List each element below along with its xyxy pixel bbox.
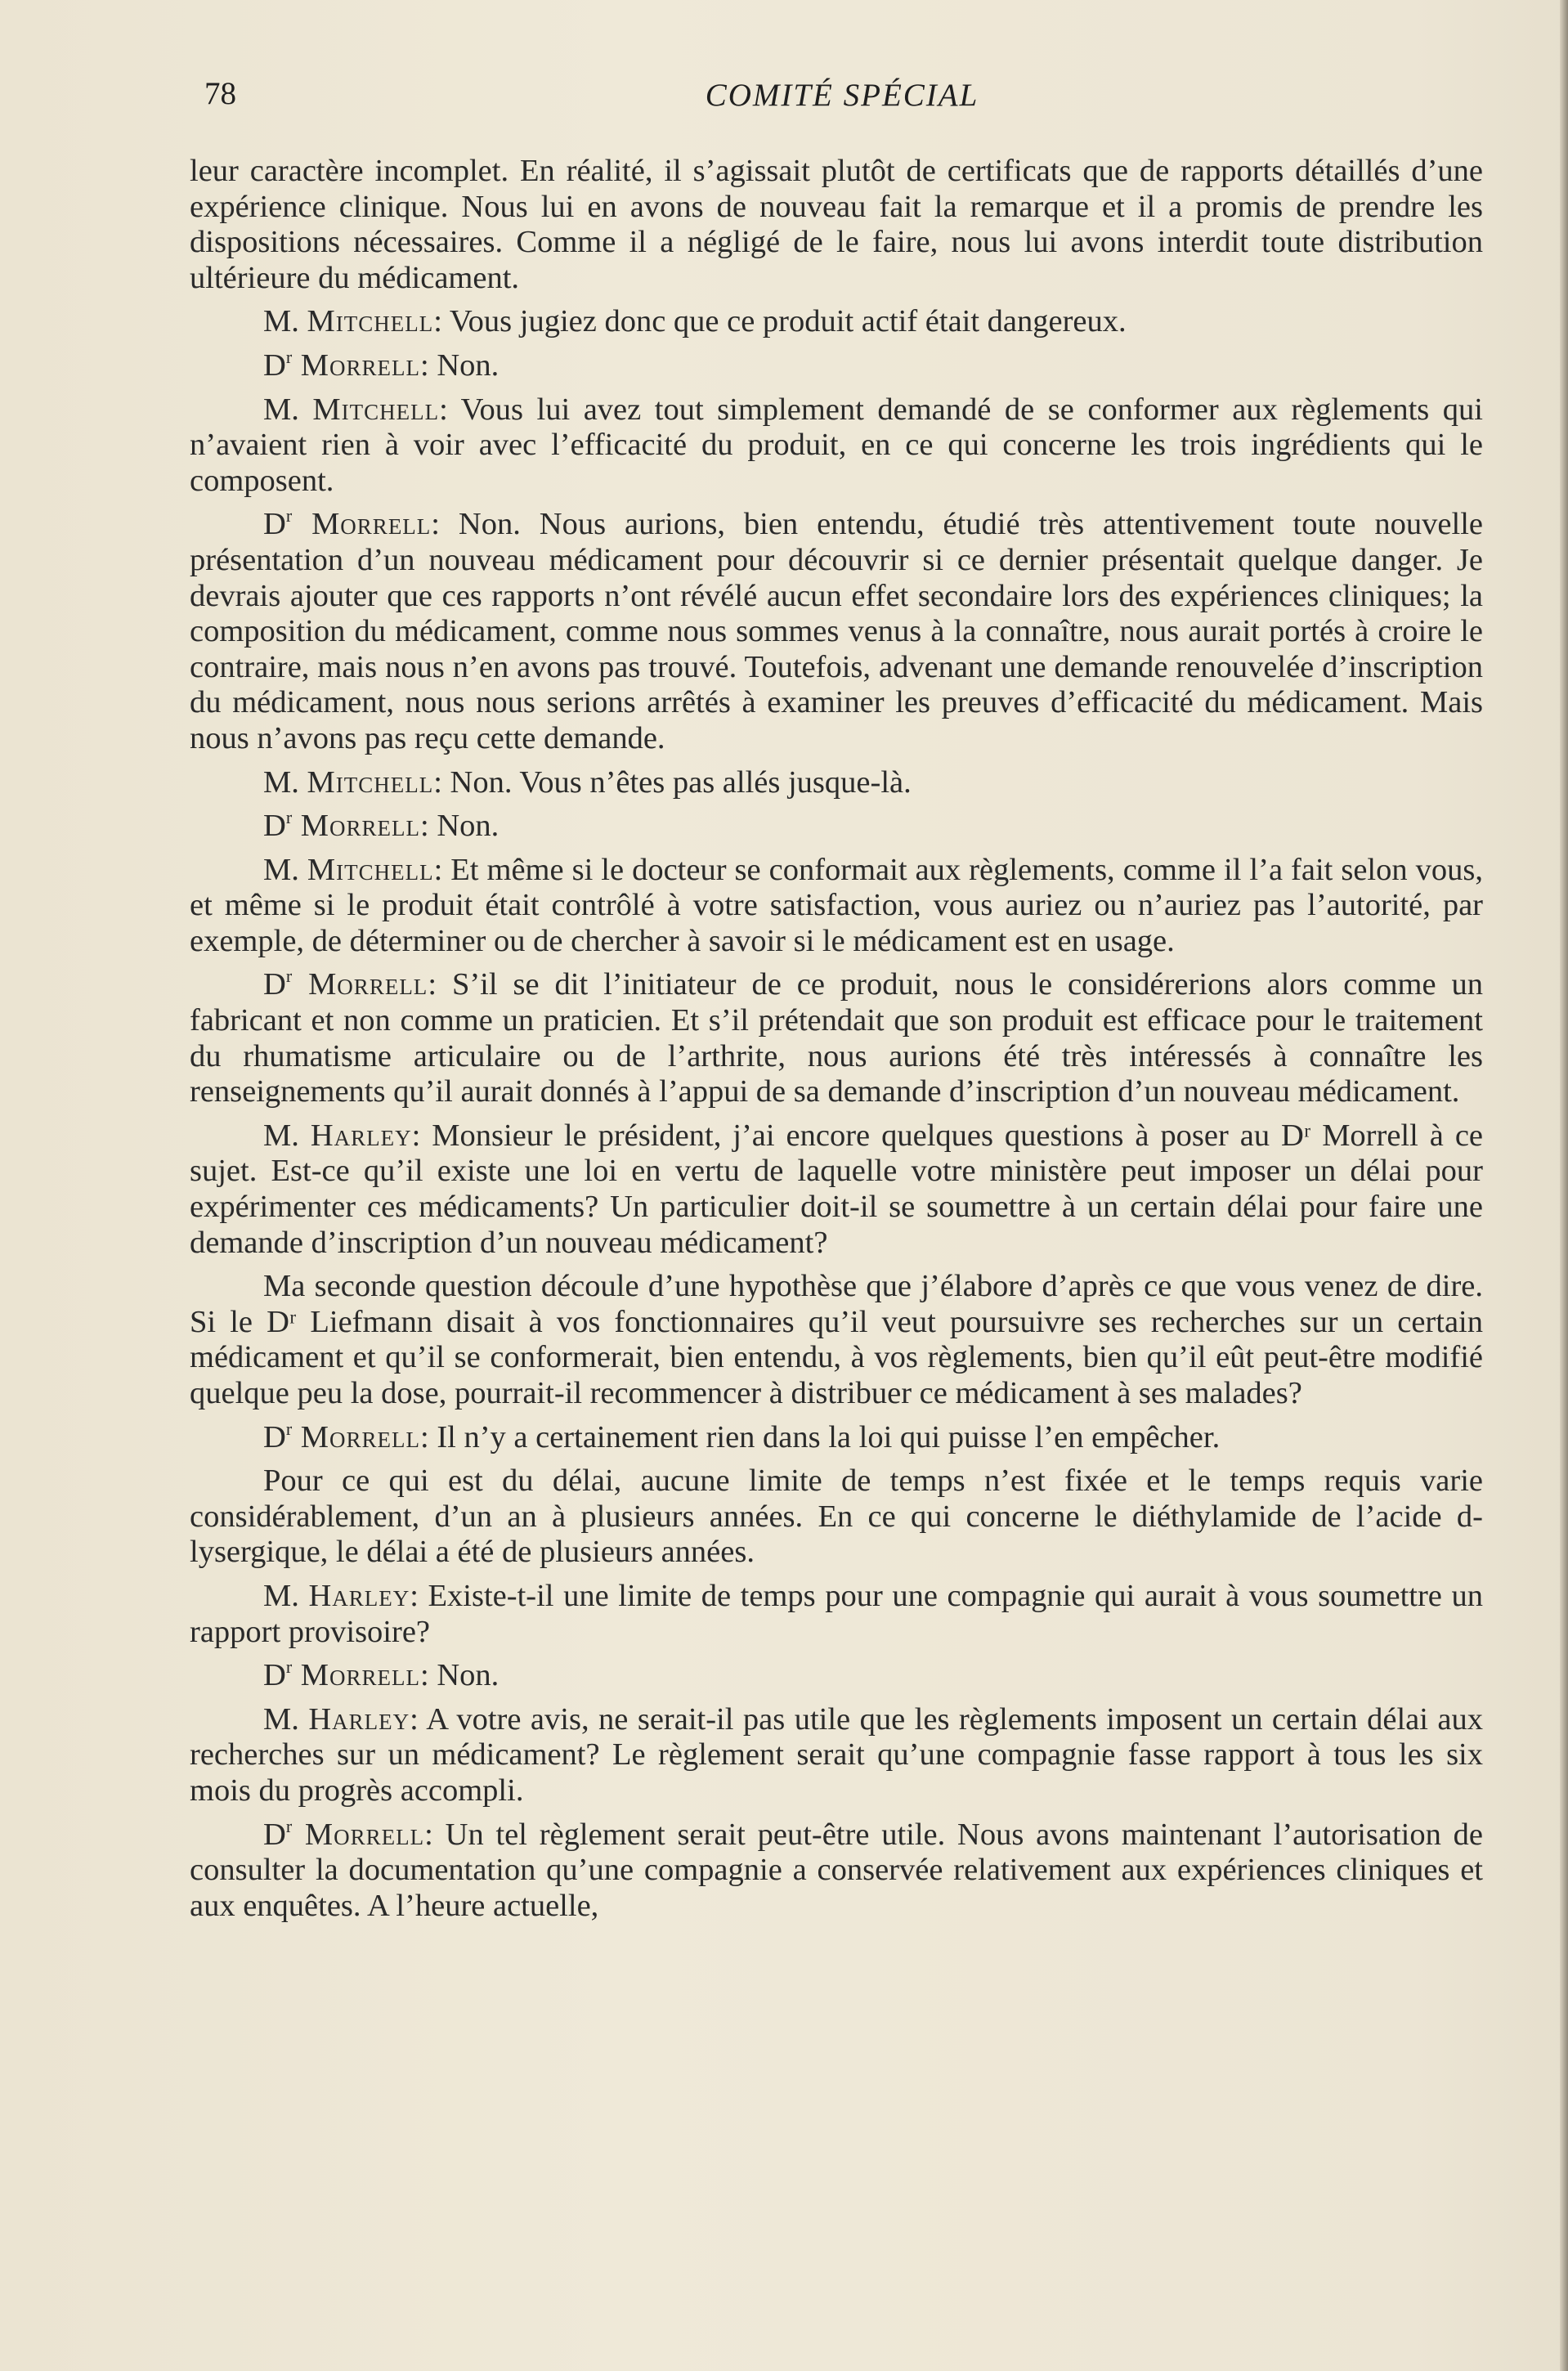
speaker-title: D: [263, 1419, 286, 1454]
paragraph-text: : Monsieur le président, j’ai encore quelques questions à poser au Dʳ Morrell à ce sujet. Est-ce qu’il existe une loi en vertu de laquelle votre ministère peut imposer un délai pour expérimenter ces médicaments? Un particulier doit-il se soumettre à un certain délai pour faire une demande d’inscription d’un nouveau médicament?: [190, 1118, 1483, 1260]
page-number: 78: [204, 76, 236, 111]
speaker-title: M.: [263, 1578, 309, 1613]
paragraph-text: : A votre avis, ne serait-il pas utile que les règlements imposent un certain délai aux recherches sur un médicament? Le règlement serait qu’une compagnie fasse rapport à tous les six mois du progrès accompli.: [190, 1701, 1484, 1808]
paragraph-14: [190, 1579, 1483, 1650]
speaker-name: Mitchell: [307, 304, 434, 339]
speaker-title: D: [263, 809, 286, 844]
title-superscript: r: [285, 505, 293, 527]
speaker-title: D: [263, 507, 286, 542]
paragraph-13: [190, 1463, 1483, 1571]
title-superscript: r: [285, 807, 293, 828]
speaker-name: Morrell: [292, 809, 420, 844]
paragraph-text: : S’il se dit l’initiateur de ce produit, nous le considérerions alors comme un fabricant et non comme un praticien. Et s’il prétendait que son produit est efficace pour le traitement du rhumatisme articulaire ou de l’arthrite, nous aurions été très intéressés à connaître les renseignements qu’il aurait donnés à l’appui de sa demande d’inscription d’un nouveau médicament.: [190, 967, 1484, 1109]
paragraph-7: [190, 809, 1483, 845]
paragraph-17: [190, 1817, 1483, 1925]
title-superscript: r: [285, 1815, 293, 1836]
paragraph-2: [190, 304, 1483, 340]
paragraph-text: leur caractère incomplet. En réalité, il s’agissait plutôt de certificats que de rapports détaillés d’une expérience clinique. Nous lui en avons de nouveau fait la remarque et il a promis de prendre les dispositions nécessaires. Comme il a négligé de le faire, nous lui avons interdit toute distribution ultérieure du médicament.: [190, 154, 1483, 295]
book-spine-shadow: [1560, 0, 1568, 2371]
paragraph-12: [190, 1420, 1483, 1456]
speaker-title: D: [263, 1658, 286, 1693]
speaker-title: D: [263, 347, 286, 383]
speaker-name: Morrell: [292, 347, 420, 383]
paragraph-11: [190, 1269, 1483, 1411]
paragraph-10: [190, 1118, 1483, 1261]
speaker-title: M.: [263, 1118, 311, 1153]
paragraph-3: [190, 348, 1483, 384]
paragraph-text: : Non.: [420, 809, 500, 844]
paragraph-1: [190, 154, 1483, 296]
speaker-name: Harley: [310, 1118, 412, 1153]
speaker-name: Morrell: [292, 1419, 420, 1454]
paragraph-text: : Non.: [420, 347, 500, 383]
paragraph-text: : Il n’y a certainement rien dans la loi qui puisse l’en empêcher.: [420, 1419, 1221, 1454]
title-superscript: r: [285, 346, 293, 367]
paragraph-16: [190, 1702, 1483, 1809]
speaker-title: M.: [263, 1701, 309, 1737]
paragraph-text: : Non. Vous n’êtes pas allés jusque-là.: [433, 764, 912, 800]
paragraph-text: : Non.: [420, 1658, 500, 1693]
paragraph-15: [190, 1658, 1483, 1694]
speaker-title: M.: [263, 304, 307, 339]
speaker-title: M.: [263, 392, 313, 427]
speaker-title: M.: [263, 852, 307, 887]
speaker-name: Harley: [308, 1578, 410, 1613]
speaker-name: Harley: [308, 1701, 410, 1737]
paragraph-text: Ma seconde question découle d’une hypothèse que j’élabore d’après ce que vous venez de dire. Si le Dʳ Liefmann disait à vos fonctionnaires qu’il veut poursuivre ses recherches sur un certain médicament et qu’il se conformerait, bien entendu, à vos règlements, bien qu’il eût peut-être modifié quelque peu la dose, pourrait-il recommencer à distribuer ce médicament à ses malades?: [190, 1269, 1483, 1410]
speaker-name: Morrell: [292, 1817, 425, 1852]
speaker-name: Mitchell: [312, 392, 440, 427]
paragraph-text: : Existe-t-il une limite de temps pour une compagnie qui aurait à vous soumettre un rapport provisoire?: [190, 1578, 1483, 1649]
speaker-name: Morrell: [292, 1658, 420, 1693]
running-head: COMITÉ SPÉCIAL: [705, 78, 979, 113]
paragraph-text: : Vous jugiez donc que ce produit actif était dangereux.: [433, 304, 1127, 339]
speaker-name: Morrell: [292, 967, 428, 1002]
title-superscript: r: [285, 1656, 293, 1678]
paragraph-8: [190, 853, 1483, 960]
paragraph-6: [190, 765, 1483, 801]
title-superscript: r: [285, 966, 293, 987]
speaker-title: D: [263, 967, 286, 1002]
speaker-title: M.: [263, 764, 307, 800]
title-superscript: r: [285, 1418, 293, 1439]
paragraph-5: [190, 507, 1483, 756]
paragraph-text: Pour ce qui est du délai, aucune limite de temps n’est fixée et le temps requis varie considérablement, d’un an à plusieurs années. En ce qui concerne le diéthylamide de l’acide d-lysergique, le délai a été de plusieurs années.: [190, 1463, 1483, 1570]
speaker-name: Morrell: [292, 507, 432, 542]
speaker-title: D: [263, 1817, 286, 1852]
paragraph-text: : Vous lui avez tout simplement demandé de se conformer aux règlements qui n’avaient rien à voir avec l’efficacité du produit, en ce qui concerne les trois ingrédients qui le composent.: [190, 392, 1483, 498]
paragraph-4: [190, 392, 1483, 500]
page-header: [204, 75, 1480, 124]
paragraph-text: : Non. Nous aurions, bien entendu, étudié très attentivement toute nouvelle présentation d’un nouveau médicament pour découvrir si ce dernier présentait quelque danger. Je devrais ajouter que ces rapports n’ont révélé aucun effet secondaire lors des expériences cliniques; la composition du médicament, comme nous sommes venus à la connaître, nous aurait portés à croire le contraire, mais nous n’en avons pas trouvé. Toutefois, advenant une demande renouvelée d’inscription du médicament, nous nous serions arrêtés à examiner les preuves d’efficacité du médicament. Mais nous n’avons pas reçu cette demande.: [190, 507, 1483, 755]
speaker-name: Mitchell: [307, 852, 434, 887]
speaker-name: Mitchell: [307, 764, 434, 800]
body-text: [190, 154, 1483, 1932]
paragraph-text: : Et même si le docteur se conformait aux règlements, comme il l’a fait selon vous, et même si le produit était contrôlé à votre satisfaction, vous auriez ou n’auriez pas l’autorité, par exemple, de déterminer ou de chercher à savoir si le médicament est en usage.: [190, 852, 1483, 958]
paragraph-9: [190, 967, 1483, 1109]
paragraph-text: : Un tel règlement serait peut-être utile. Nous avons maintenant l’autorisation de consulter la documentation qu’une compagnie a conservée relativement aux expériences cliniques et aux enquêtes. A l’heure actuelle,: [190, 1817, 1483, 1923]
